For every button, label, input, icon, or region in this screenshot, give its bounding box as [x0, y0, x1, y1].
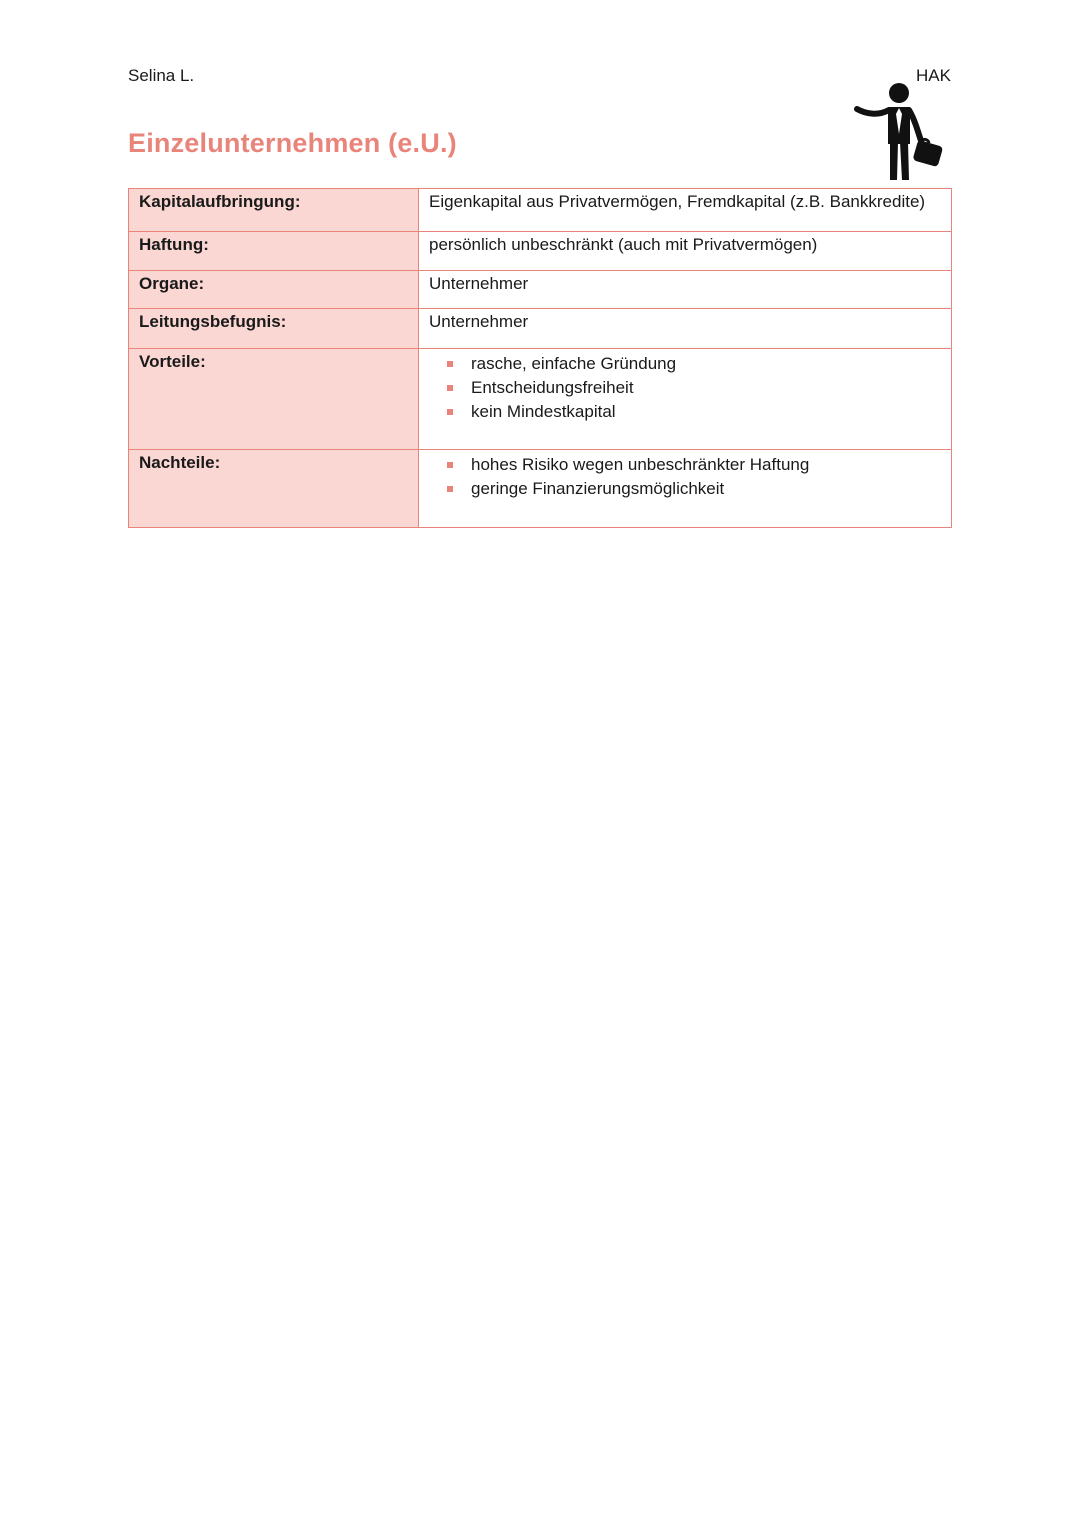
row-value: persönlich unbeschränkt (auch mit Privatvermögen) [419, 232, 952, 271]
table-row [129, 349, 952, 450]
square-bullet-icon [447, 361, 453, 367]
list-item-text: geringe Finanzierungsmöglichkeit [471, 479, 725, 498]
row-label: Vorteile: [129, 349, 419, 450]
table-row [129, 189, 952, 232]
row-value [419, 349, 952, 450]
table-row [129, 309, 952, 349]
list-item [447, 376, 941, 400]
row-label: Kapitalaufbringung: [129, 189, 419, 232]
list-item [447, 352, 941, 376]
square-bullet-icon [447, 385, 453, 391]
list-item-text: rasche, einfache Gründung [471, 354, 677, 373]
square-bullet-icon [447, 409, 453, 415]
table-row [129, 232, 952, 271]
list-item [447, 453, 941, 477]
row-label: Organe: [129, 271, 419, 309]
row-label: Nachteile: [129, 450, 419, 528]
list-item [447, 400, 941, 424]
list-item-text: hohes Risiko wegen unbeschränkter Haftung [471, 455, 810, 474]
square-bullet-icon [447, 486, 453, 492]
businessman-with-briefcase-icon [852, 80, 948, 184]
company-info-table [128, 188, 952, 528]
table-row [129, 450, 952, 528]
advantages-list [429, 352, 941, 424]
list-item [447, 477, 941, 501]
row-value: Unternehmer [419, 309, 952, 349]
page-title: Einzelunternehmen (e.U.) [128, 128, 457, 158]
table-row [129, 271, 952, 309]
list-item-text: Entscheidungsfreiheit [471, 378, 634, 397]
row-label: Haftung: [129, 232, 419, 271]
disadvantages-list [429, 453, 941, 501]
row-value [419, 450, 952, 528]
row-value: Eigenkapital aus Privatvermögen, Fremdkapital (z.B. Bankkredite) [419, 189, 952, 232]
school-label: HAK [916, 66, 951, 85]
list-item-text: kein Mindestkapital [471, 402, 616, 421]
row-value: Unternehmer [419, 271, 952, 309]
row-label: Leitungsbefugnis: [129, 309, 419, 349]
author-name: Selina L. [128, 66, 195, 85]
square-bullet-icon [447, 462, 453, 468]
